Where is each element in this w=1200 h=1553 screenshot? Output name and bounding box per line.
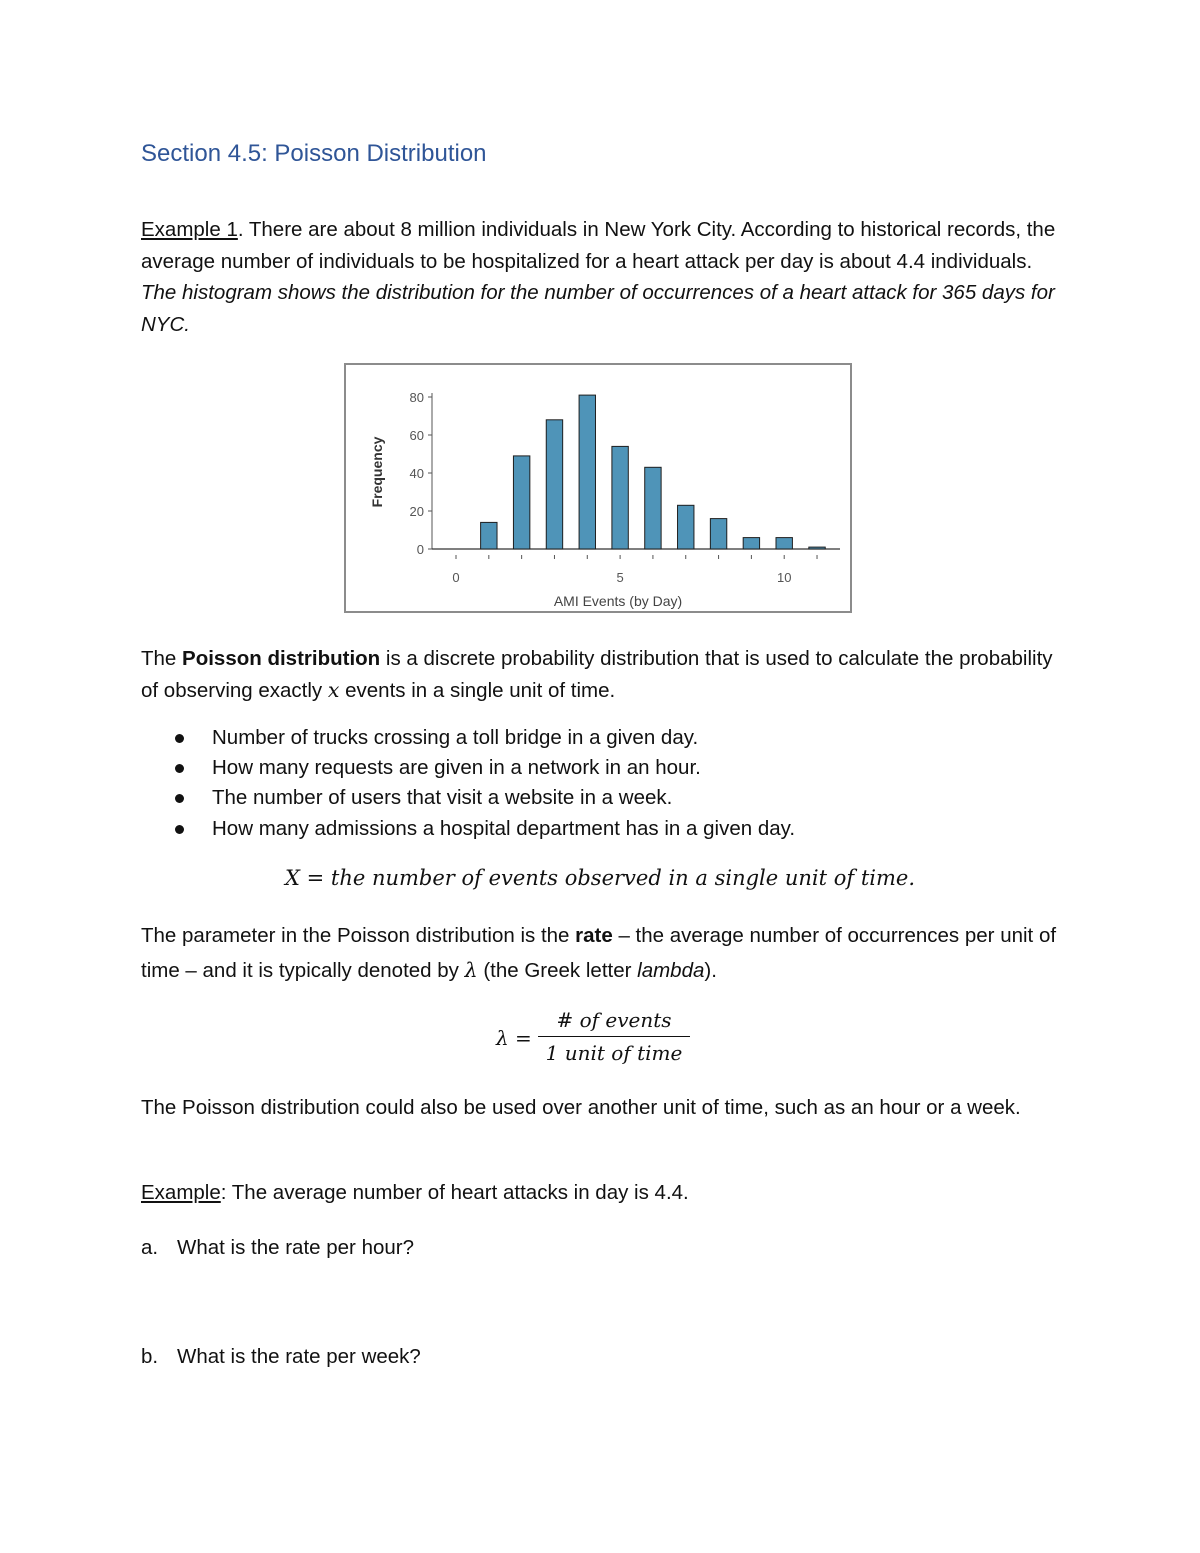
bullet-icon — [175, 825, 184, 834]
random-variable-formula: X = the number of events observed in a single unit of time. — [284, 866, 915, 890]
histogram-bar — [743, 538, 759, 549]
histogram-bar — [612, 446, 628, 549]
bullet-icon — [175, 764, 184, 773]
histogram-chart — [346, 365, 850, 611]
poisson-term: Poisson distribution — [182, 647, 381, 670]
x-tick-label: 5 — [616, 570, 624, 585]
example2-text: : The average number of heart attacks in day is 4.4. — [220, 1181, 689, 1204]
histogram-bar — [645, 467, 661, 549]
lambda-fraction — [538, 1006, 690, 1067]
question-a-text: What is the rate per hour? — [177, 1236, 415, 1259]
examples-list — [141, 723, 795, 844]
example1-paragraph: Example 1. There are about 8 million individuals in New York City. According to historical records, the average number of individuals to be hospitalized for a heart attack per day is about 4.4 individuals. The histogram shows the distribution for the number of occurrences of a heart attack for 365 days for NYC. — [141, 218, 1056, 336]
lambda-formula-lhs: λ = — [496, 1026, 532, 1050]
histogram-bar — [710, 519, 726, 549]
list-item: Number of trucks crossing a toll bridge in a given day. — [141, 723, 795, 753]
y-axis-label: Frequency — [369, 436, 385, 508]
poisson-definition: The Poisson distribution is a discrete probability distribution that is used to calculate the probability of observing exactly x events in a single unit of time. — [141, 647, 1053, 702]
histogram-bar — [678, 505, 694, 549]
section-title: Section 4.5: Poisson Distribution — [141, 140, 487, 167]
y-tick-label: 80 — [409, 390, 424, 405]
question-b — [141, 1341, 1071, 1373]
histogram-bar — [809, 547, 825, 549]
fraction-numerator: # of events — [556, 1008, 672, 1032]
lambda-symbol: λ — [464, 958, 478, 982]
example1-text: There are about 8 million individuals in New York City. According to historical records, the average number of individuals to be hospitalized for a heart attack per day is about 4.4 individuals. — [141, 218, 1056, 273]
list-item: The number of users that visit a website in a week. — [141, 783, 795, 813]
bullet-icon — [175, 734, 184, 743]
example1-label: Example 1 — [141, 218, 238, 241]
fraction-denominator: 1 unit of time — [545, 1041, 683, 1065]
example2-paragraph — [141, 1177, 1071, 1209]
question-b-label: b. — [141, 1345, 159, 1368]
histogram-bar — [481, 522, 497, 549]
y-tick-label: 0 — [416, 542, 424, 557]
fraction-bar — [538, 1036, 690, 1037]
histogram-bar — [776, 538, 792, 549]
lambda-word: lambda — [637, 959, 705, 982]
rate-paragraph: The parameter in the Poisson distribution is the rate – the average number of occurrences per unit of time – and it is typically denoted by λ (the Greek letter lambda). — [141, 924, 1057, 982]
histogram-bar — [513, 456, 529, 549]
histogram-chart-frame — [344, 363, 852, 613]
y-tick-label: 60 — [409, 428, 424, 443]
example2-label: Example — [141, 1181, 221, 1204]
histogram-bar — [579, 395, 595, 549]
rate-term: rate — [575, 924, 613, 947]
list-item: How many requests are given in a network in an hour. — [141, 753, 795, 783]
x-tick-label: 10 — [776, 570, 792, 585]
other-units-paragraph: The Poisson distribution could also be used over another unit of time, such as an hour or a week. — [141, 1096, 1021, 1119]
question-a-label: a. — [141, 1236, 159, 1259]
question-a — [141, 1232, 1071, 1264]
list-item: How many admissions a hospital department has in a given day. — [141, 814, 795, 844]
question-b-text: What is the rate per week? — [177, 1345, 421, 1368]
y-tick-label: 20 — [409, 504, 424, 519]
example1-italic-text: The histogram shows the distribution for the number of occurrences of a heart attack for 365 days for NYC. — [141, 281, 1055, 336]
x-tick-label: 0 — [452, 570, 460, 585]
histogram-bar — [546, 420, 562, 549]
y-tick-label: 40 — [409, 466, 424, 481]
bullet-icon — [175, 794, 184, 803]
x-axis-label: AMI Events (by Day) — [553, 593, 683, 609]
variable-x: x — [327, 677, 340, 702]
